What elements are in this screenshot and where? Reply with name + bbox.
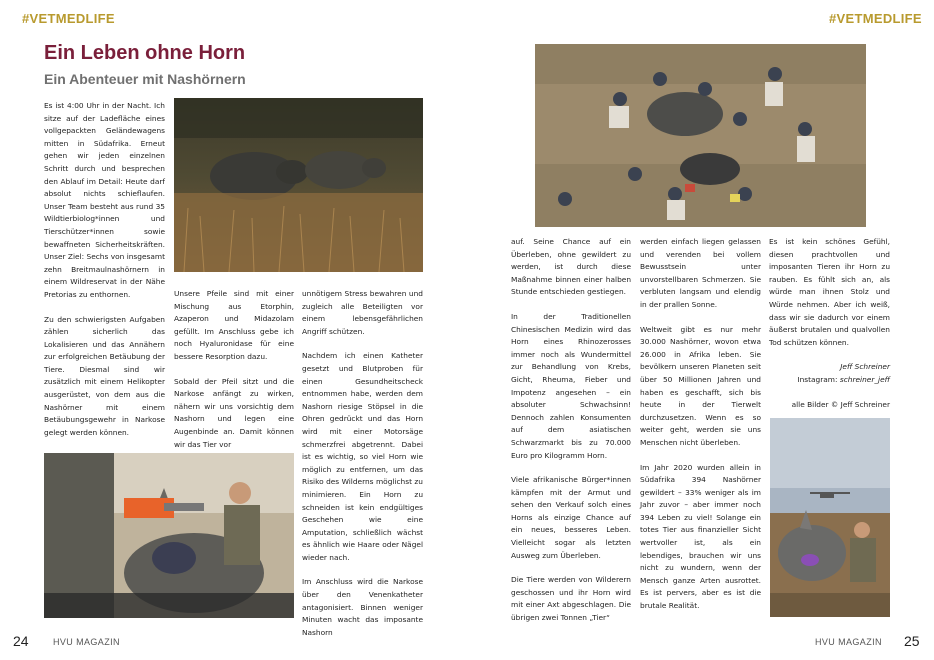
text-column-1 [44, 100, 165, 448]
instagram-credit [769, 374, 890, 387]
paragraph: Im Jahr 2020 wurden allein in Südafrika 394 Nashörner gewildert – 33% weniger als im Jahr zuvor – aber immer noch 394 Leben zu viel! Solange ein totes Tier aus finanzieller Sicht wertvoller ist, als ein lebendiges, brauchen wir uns nicht zu wundern, wenn der Mensch ganze Arten ausrottet. Es ist pervers, aber es ist die brutale Realität. [640, 462, 761, 611]
paragraph: Es ist 4:00 Uhr in der Nacht. Ich sitze auf der Ladefläche eines vollgepackten Geländewagens mitten in Südafrika. Erneut gehen wir jeden einzelnen Schritt durch und besprechen den Ablauf im Detail: Heute darf absolut nichts schieflaufen. Unser Team besteht aus rund 35 Wildtierbiolog*innen und Tierschützer*innen sowie bewaffneten Sicherheitskräften. Unser Ziel: Sechs von insgesamt zehn Breitmaulnashörnern in einem Wildreservat in der Nähe Pretorias zu enthornen. [44, 101, 165, 299]
text-column-2 [174, 288, 294, 448]
hashtag-right: #VETMEDLIFE [829, 11, 922, 26]
article-subtitle: Ein Abenteuer mit Nashörnern [44, 71, 246, 87]
text-column-4 [511, 236, 631, 625]
paragraph: Nachdem ich einen Katheter gesetzt und Blutproben für einen Gesundheitscheck entnommen habe, werden dem Nashorn riesige Stöpsel in die Ohren gedrückt und das Horn wird mit einer Motorsäge schmerzfrei abgetrennt. Dabei ist es wichtig, so viel Horn wie möglich zu entfernen, um das Risiko des Wilderns möglichst zu minimieren. Ein Horn zu schneiden ist kein endgültiges Geschehen wie eine Amputation, schließlich wächst es ähnlich wie Haare oder Nägel wieder nach. [302, 351, 423, 562]
paragraph: In der Traditionellen Chinesischen Medizin wird das Horn eines Rhinozerosses immer noch als Wundermittel zur Behandlung von Krebs, Gicht, Rheuma, Fieber und Impotenz angesehen – ein absoluter Schwachsinn! Dennoch zahlen Konsumenten auf dem asiatischen Schwarzmarkt bis zu 70.000 Euro pro Kilogramm Horn. [511, 311, 631, 460]
photo-rhinos-in-grass [174, 98, 423, 272]
paragraph: Im Anschluss wird die Narkose über den Venenkatheter antagonisiert. Binnen weniger Minuten wacht das imposante Nashorn [302, 577, 423, 637]
text-column-3 [302, 288, 423, 637]
instagram-handle: schreiner_jeff [839, 374, 890, 384]
paragraph: Weltweit gibt es nur mehr 30.000 Nashörner, wovon etwa 26.000 in Afrika leben. Sie bevölkern unseren Planeten seit über 50 Millionen Jahren und haben es geschafft, sich bis heute in der Tierwelt durchzusetzen. Wenn es so weiter geht, werden sie uns Menschen nicht überleben. [640, 324, 761, 447]
paragraph: Zu den schwierigsten Aufgaben zählen sicherlich das Lokalisieren und das Annähern zur erfolgreichen Betäubung der Tiere. Diesmal sind wir zusätzlich mit einem Helikopter ausgerüstet, von dem aus die Nashörner mit einem Betäubungsgewehr in Narkose gelegt werden können. [44, 314, 165, 437]
instagram-label: Instagram: [797, 374, 838, 384]
paragraph: Es ist kein schönes Gefühl, diesen prachtvollen und imposanten Tieren ihr Horn zu rauben. Es fühlt sich an, als würde man ihnen Stolz und Würde nehmen. Aber ich weiß, dass wir sie dadurch vor einem äußerst brutalen und qualvollen Tod schützen können. [769, 237, 890, 347]
photo-man-with-rhino [770, 418, 890, 617]
article-title: Ein Leben ohne Horn [44, 42, 246, 64]
photo-team-aerial [535, 44, 866, 227]
magazine-name-left: HVU MAGAZIN [53, 637, 120, 647]
paragraph: auf. Seine Chance auf ein Überleben, ohne gewildert zu werden, ist durch diese Maßnahme binnen einer halben Stunde entschieden gestiegen. [511, 237, 631, 297]
paragraph: Die Tiere werden von Wilderern geschossen und ihr Horn wird mit einer Axt abgeschlagen. Die übrigen zwei Tonnen „Tier“ [511, 575, 631, 623]
page-number-right: 25 [904, 633, 920, 649]
text-column-5 [640, 236, 761, 611]
magazine-name-right: HVU MAGAZIN [815, 637, 882, 647]
hashtag-left: #VETMEDLIFE [22, 11, 115, 26]
author-credit [769, 361, 890, 374]
text-column-6 [769, 236, 890, 411]
photo-credit: alle Bilder © Jeff Schreiner [791, 399, 890, 409]
paragraph: unnötigem Stress bewahren und zugleich alle Beteiligten vor einem lebensgefährlichen Angriff schützen. [302, 289, 423, 336]
page-number-left: 24 [13, 633, 29, 649]
paragraph: Sobald der Pfeil sitzt und die Narkose anfängt zu wirken, nähern wir uns vorsichtig dem Nashorn und legen eine Augenbinde an. Damit können wir das Tier vor [174, 376, 294, 449]
paragraph: werden einfach liegen gelassen und verenden bei vollem Bewusstsein unter unvorstellbaren Schmerzen. Sie verbluten langsam und elendig in der prallen Sonne. [640, 237, 761, 309]
author-name: Jeff Schreiner [840, 362, 890, 372]
photo-dehorning-chainsaw [44, 453, 294, 618]
paragraph: Viele afrikanische Bürger*innen kämpfen mit der Armut und sehen den Verkauf solch eines Horns als einzige Chance auf ein neues, besseres Leben. Vielleicht sogar als letzten Ausweg zum Überleben. [511, 475, 631, 560]
paragraph: Unsere Pfeile sind mit einer Mischung aus Etorphin, Azaperon und Midazolam gefüllt. Im Anschluss gebe ich noch Hyaluronidase für eine bessere Resorption dazu. [174, 289, 294, 361]
